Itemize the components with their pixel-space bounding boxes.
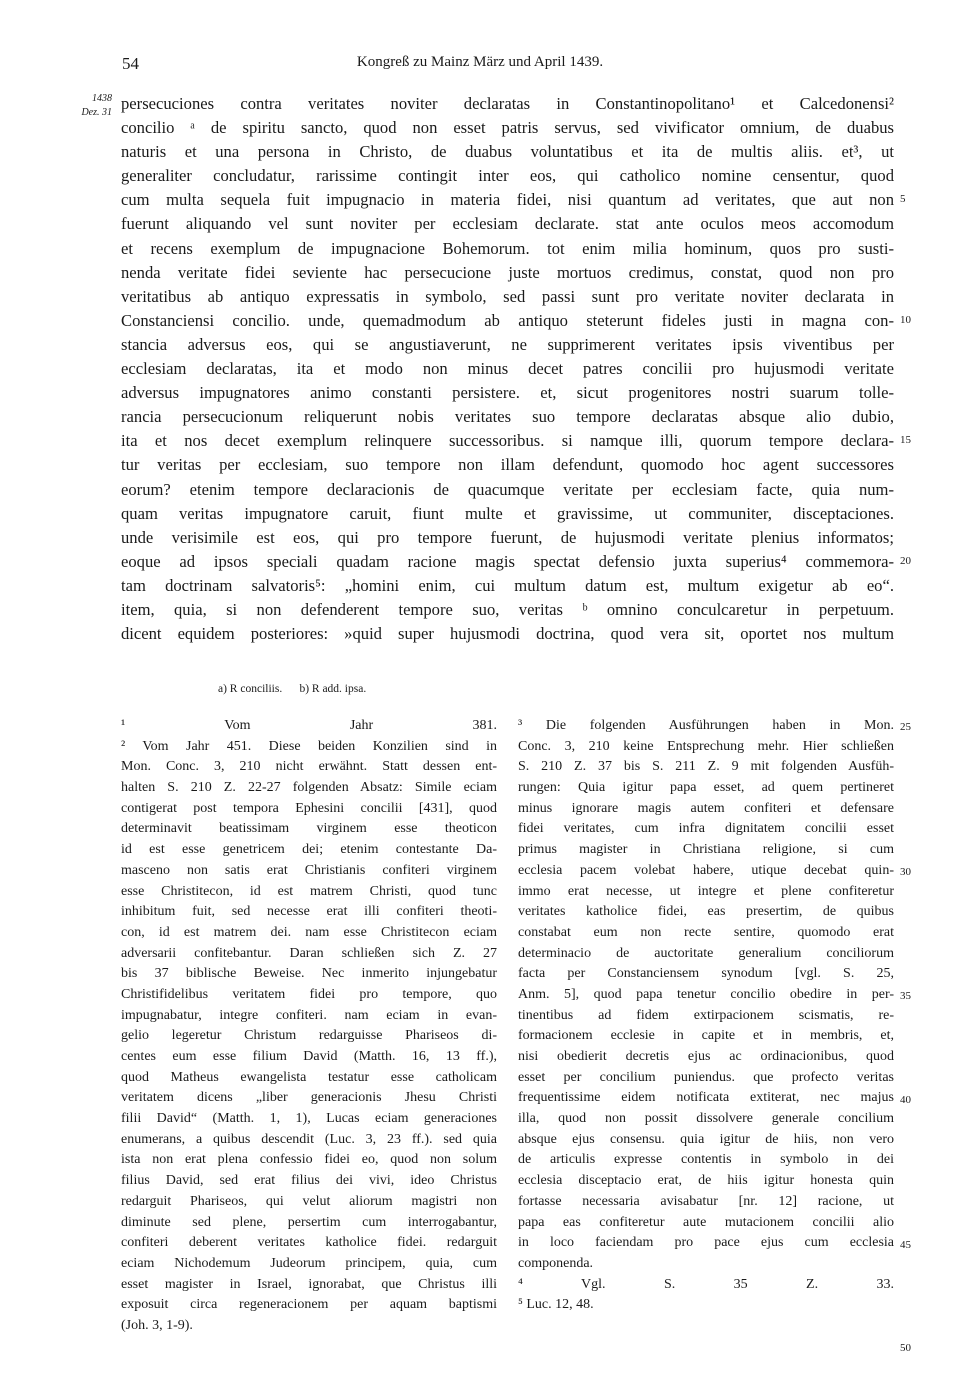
body-text-line: quam veritas impugnatore caruit, fiunt multe et gravissime, ut communiter, disceptaciones. [121, 503, 894, 523]
footnote-line: enumerans, a quibus descendit (Luc. 3, 23 ff.). sed quia [121, 1131, 497, 1147]
body-text-line: stancia adversus eos, qui se angustiaverunt, ne supprimerent veritates ipsis viventibus per [121, 334, 894, 354]
footnote-line: diminute sed plene, persertim cum interrogabantur, [121, 1214, 497, 1230]
footnote-line: formacionem ecclesie in capite et in membris, et, [518, 1028, 894, 1044]
footnote-line: centes eum esse filium David (Matth. 16, 13 ff.), [121, 1049, 497, 1064]
footnote-line: redarguit Phariseos, qui velut aliorum magistri non [121, 1193, 497, 1209]
footnote-line: filii David“ (Matth. 1, 1), Lucas eciam generaciones [121, 1111, 497, 1127]
footnote-line: rungen: Quia igitur papa esset, ad quem pertineret [518, 780, 894, 796]
footnote-line: filius David, sed erat filius dei vivi, ideo Christus [121, 1173, 497, 1189]
footnote-line: (Joh. 3, 1-9). [121, 1317, 193, 1333]
footnote-line: illa, quod non possit dissolvere generale concilium [518, 1111, 894, 1127]
line-number: 50 [900, 1342, 911, 1354]
footnote-line: impugnabatur, integre confiteri. nam eciam in evan- [121, 1007, 497, 1023]
footnote-line: con, id est matrem dei. nam esse Christitecon eciam [121, 924, 497, 940]
footnote-line: ³ Die folgenden Ausführungen haben in Mon. [518, 718, 894, 733]
body-text-line: Constanciensi concilio. unde, quemadmodum ab antiquo steterunt fideles justi in magna con- [121, 310, 894, 330]
footnote-line: bis 37 biblische Beweise. Nec inmerito injungebatur [121, 966, 497, 982]
line-number: 25 [900, 721, 911, 733]
body-text-line: cum multa sequela fuit impugnacio in materia fidei, nisi quantum ad veritates, que aut non [121, 190, 894, 210]
line-number: 45 [900, 1238, 911, 1251]
body-text-line: rancia persecucionum reliquerunt nobis veritates suo tempore declaratas absque alio dubio, [121, 407, 894, 427]
footnote-line: determinacio de auctoritate generalium conciliorum [518, 945, 894, 961]
footnote-line: Christifidelibus veritatem fidei pro tempore, quo [121, 986, 497, 1002]
footnote-line: nisi obedierit decretis ejus ac ordinacionibus, quod [518, 1049, 894, 1064]
body-text-line: ecclesiam declaratas, ita et modo non minus decet patres concilii pro hujusmodi veritate [121, 359, 894, 379]
footnotes-left-column [121, 716, 497, 1337]
body-text-line: eoque ad ipsos speciali quadam racione magis spectat defensio juxta superius⁴ commemora- [121, 551, 894, 571]
footnote-line: veritates katholice fidei, eas presertim, de quibus [518, 904, 894, 920]
running-title: Kongreß zu Mainz März und April 1439. [356, 54, 604, 70]
body-text-line: dicent equidem posteriores: »quid super hujusmodi doctrina, quod vera sit, oportet nos multum [121, 624, 894, 644]
footnote-line: veritatem dicens „liber generacionis Jhesu Christi [121, 1090, 497, 1106]
body-text-line: tam doctrinam salvatoris⁵: „homini enim, cui multum datum est, multum exigetur ab eo“. [121, 575, 894, 595]
footnote-line: quod Matheus ewangelista testatur esse catholicam [121, 1069, 497, 1085]
body-text-line: et recens exemplum de impugnacione Bohemorum. tot enim milia hominum, quos pro susti- [121, 238, 894, 258]
footnote-line: Conc. 3, 210 keine Entsprechung mehr. Hier schließen [518, 738, 894, 754]
body-text-line: item, quia, si non defenderent tempore suo, veritas ᵇ omnino conculcaretur in perpetuum. [121, 599, 894, 619]
footnote-line: papa eas confiteretur aute mutacionem concilii alio [518, 1214, 894, 1230]
line-number: 10 [900, 313, 911, 326]
margin-date [60, 92, 112, 120]
line-number: 40 [900, 1093, 911, 1106]
footnote-line: id est esse genetricem dei; etenim contestante Da- [121, 842, 497, 858]
footnote-line: ecclesia pacem volebat habere, utique decebat quin- [518, 862, 894, 878]
body-text-line: ita et nos decet exemplum relinquere successoribus. si namque illi, quorum tempore declara- [121, 431, 894, 451]
footnote-line: in loco faciendam pro pace ejus cum ecclesia [518, 1235, 894, 1251]
body-text-line: veritatibus ab antiquo expressatis in symbolo, sed passi sunt pro veritate noviter declarata in [121, 286, 894, 306]
line-number: 15 [900, 434, 911, 447]
footnote-line: Anm. 5], quod papa tenetur concilio obedire in per- [518, 986, 894, 1002]
margin-date-day: Dez. 31 [81, 107, 112, 118]
main-text [121, 92, 894, 646]
body-text-line: concilio ᵃ de spiritu sancto, quod non esset patris servus, sed vivificator omnium, de duabus [121, 118, 894, 138]
footnotes-right-column [518, 716, 894, 1316]
footnote-line: esset per concilium puniendus. que profecto veritas [518, 1069, 894, 1085]
line-number: 30 [900, 865, 911, 878]
footnote-line: fortasse necessaria avisabatur [nr. 12] racione, ut [518, 1193, 894, 1209]
body-text-line: generaliter concludatur, rarissime contingit inter eos, qui catholico nomine censentur, quod [121, 166, 894, 186]
footnote-line: minus ignorare magis autem confiteri et defensare [518, 800, 894, 816]
footnote-line: frequentissime eidem notificata extiterat, nec majus [518, 1090, 894, 1106]
footnote-line: confiteri deberent veritates katholice fidei. redarguit [121, 1235, 497, 1251]
footnote-line: inhibitum fuit, sed necesse erat illi confiteri theoti- [121, 904, 497, 920]
footnote-line: ² Vom Jahr 451. Diese beiden Konzilien sind in [121, 738, 497, 754]
footnote-line: tinentibus ad fidem extirpacionem scismatis, re- [518, 1007, 894, 1023]
line-number: 20 [900, 554, 911, 567]
footnote-line: S. 210 Z. 37 bis S. 211 Z. 9 mit folgenden Ausfüh- [518, 759, 894, 775]
footnote-line: immo erat necesse, ut integre et plene confiteretur [518, 883, 894, 899]
body-text-line: persecuciones contra veritates noviter declaratas in Constantinopolitano¹ et Calcedonensi² [121, 94, 894, 113]
apparatus-note-b: b) R add. ipsa. [299, 683, 367, 695]
line-number: 5 [900, 193, 906, 206]
footnote-line: de articulis expresse contentis in symbolo in dei [518, 1152, 894, 1168]
footnote-line: contigerat post tempora Ephesini concilii [431], quod [121, 800, 497, 816]
footnote-line: exposuit circa regeneracionem per aquam baptismi [121, 1297, 497, 1313]
footnote-line: ¹ Vom Jahr 381. [121, 718, 497, 733]
footnote-line: componenda. [518, 1255, 594, 1271]
footnote-line: adversarii confitebantur. Daran schließen sich Z. 27 [121, 945, 497, 961]
footnote-line: fidei veritates, cum infra dignitatem concilii esset [518, 821, 894, 837]
page-number: 54 [122, 54, 139, 73]
footnote-line: ⁵ Luc. 12, 48. [518, 1297, 594, 1313]
footnote-line: esset magister in Israel, ignorabat, que Christus illi [121, 1276, 497, 1292]
margin-date-year: 1438 [92, 93, 112, 104]
body-text-line: nenda veritate fidei seviente hac persecucione juste mortuos credimus, constat, quod non pro [121, 262, 894, 282]
body-text-line: adversus impugnatores animo constanti persistere. et, sicut progenitores nostri suarum tolle- [121, 383, 894, 403]
body-text-line: unde verisimile est eos, qui pro tempore fuerunt, de hujusmodi veritate plenius informatos; [121, 527, 894, 547]
footnote-line: masceno non satis erat Christianis confiteri virginem [121, 862, 497, 878]
line-number: 35 [900, 990, 911, 1003]
body-text-line: eorum? etenim tempore declaracionis de quacumque veritate per ecclesiam facte, quia num- [121, 479, 894, 499]
footnote-line: Mon. Conc. 3, 210 nicht erwähnt. Statt dessen ent- [121, 759, 497, 775]
footnote-line: eciam Nichodemum Judeorum principem, quia, cum [121, 1255, 497, 1271]
footnote-line: ista non erat plena confessio fidei eo, quod non solum [121, 1152, 497, 1168]
footnote-line: esse Christitecon, id est matrem Christi, quod tunc [121, 883, 497, 899]
footnote-line: absque ejus consensu. quia igitur de hiis, non vero [518, 1131, 894, 1147]
footnote-line: constabat eum non recte sentire, quomodo erat [518, 924, 894, 940]
footnote-line: determinavit beatissimam virginem esse theoticon [121, 821, 497, 837]
footnote-line: gelio legeretur Christum redarguisse Phariseos di- [121, 1028, 497, 1044]
body-text-line: naturis et una persona in Christo, de duabus voluntatibus et ita de multis aliis. et³, ut [121, 142, 894, 162]
critical-apparatus [218, 683, 366, 695]
footnote-line: facta per Constanciensem synodum [vgl. S. 25, [518, 966, 894, 982]
apparatus-note-a: a) R conciliis. [218, 683, 283, 695]
footnote-line: ⁴ Vgl. S. 35 Z. 33. [518, 1276, 894, 1292]
footnote-line: halten S. 210 Z. 22-27 folgenden Absatz: Simile eciam [121, 780, 497, 796]
footnote-line: primus magister in Christiana religione, si cum [518, 842, 894, 858]
body-text-line: fuerunt aliquando vel sunt noviter per ecclesiam declarate. stat ante oculos meos accomodum [121, 214, 894, 234]
footnote-line: ecclesia disceptacio erat, de hiis igitur honesta quin [518, 1173, 894, 1189]
body-text-line: tur veritas per ecclesiam, suo tempore non illam defendunt, quomodo hoc agent successores [121, 455, 894, 475]
